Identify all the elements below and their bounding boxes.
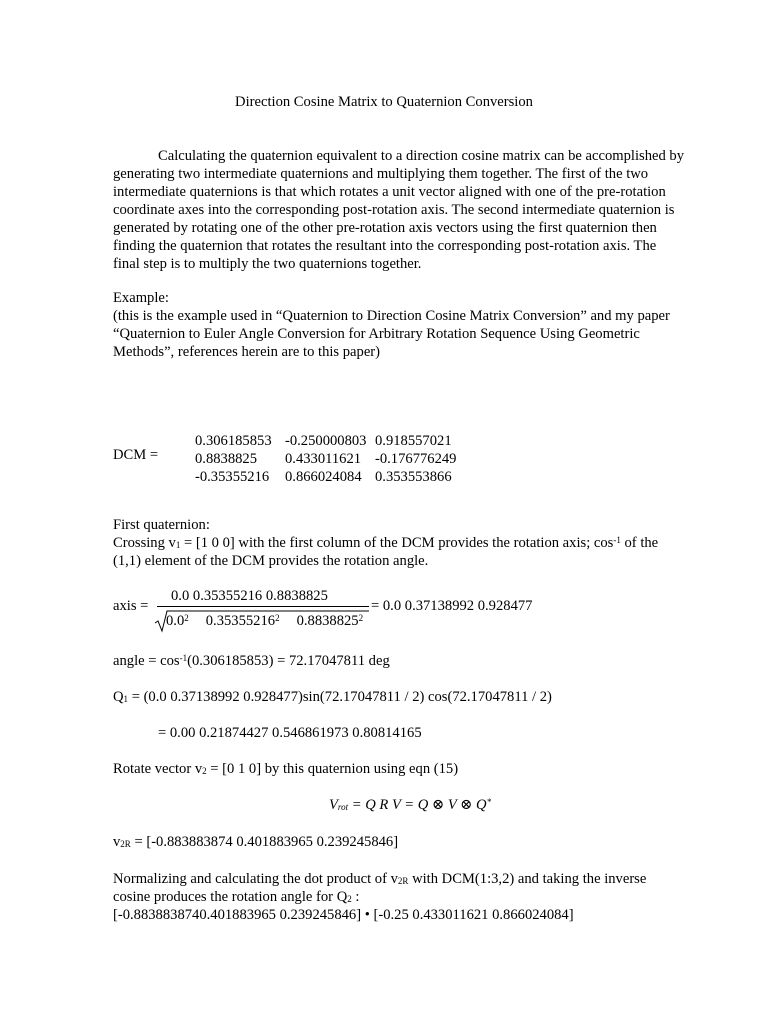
dcm-label: DCM = [113, 447, 159, 463]
example-line: (this is the example used in “Quaternion to Direction Cosine Matrix Conversion” and my paper [113, 308, 670, 324]
intro-line: generated by rotating one of the other pre-rotation axis vectors using the first quaternion then [113, 220, 657, 236]
normalize-line2: cosine produces the rotation angle for $Q_2$ : [113, 889, 360, 905]
rotate-line: Rotate vector $v_2 = [0$ 1 0] by this quaternion using eqn (15) [113, 761, 459, 777]
angle-equation: angle = $\cos^{-1}(0.306185853) = 72.17047811$ deg [113, 653, 390, 669]
q1-equation: $Q_1 = (0.0$ 0.37138992 0.928477)sin(72.17047811 / 2) cos(72.17047811 / 2) [113, 689, 552, 705]
q1-result: = 0.00 0.21874427 0.546861973 0.80814165 [158, 725, 422, 741]
v2r-line: $v_{2R} = [-0.883883874$ 0.401883965 0.239245846] [113, 834, 399, 850]
normalize-line1: Normalizing and calculating the dot product of $v_{2R}$ with DCM(1:3,2) and taking the inverse [113, 871, 647, 887]
first-quaternion-line1: Crossing $v_1 = [1$ 0 0] with the first column of the DCM provides the rotation axis; $\cos^{-1}$ of the [113, 535, 659, 551]
intro-line: generating two intermediate quaternions and multiplying them together. The first of the two [113, 166, 649, 182]
axis-result: = 0.0 0.37138992 0.928477 [371, 598, 533, 614]
example-line: Example: [113, 290, 169, 306]
axis-denominator: $0.0^2$ 0.35355216$^2$ 0.8838825$^2$ [166, 613, 364, 629]
dcm-cell: 0.918557021 [375, 433, 452, 449]
example-line: “Quaternion to Euler Angle Conversion for Arbitrary Rotation Sequence Using Geometric [113, 326, 640, 342]
intro-line: intermediate quaternions is that which rotates a unit vector aligned with one of the pre-rotation [113, 184, 666, 200]
dcm-cell: -0.250000803 [285, 433, 367, 449]
dot-product-line: [-0.8838838740.401883965 0.239245846] • [-0.25 0.433011621 0.866024084] [113, 907, 574, 923]
dcm-cell: 0.866024084 [285, 469, 362, 485]
example-line: Methods”, references herein are to this paper) [113, 344, 381, 360]
first-quaternion-line2: (1,1) element of the DCM provides the rotation angle. [113, 553, 429, 569]
intro-line: finding the quaternion that rotates the resultant into the corresponding post-rotation axis. The [113, 238, 657, 254]
dcm-cell: 0.433011621 [285, 451, 362, 467]
dcm-cell: -0.35355216 [195, 469, 270, 485]
dcm-cell: 0.8838825 [195, 451, 258, 467]
dcm-cell: 0.353553866 [375, 469, 452, 485]
axis-label: axis = [113, 598, 149, 614]
dcm-cell: -0.176776249 [375, 451, 457, 467]
first-quaternion-heading: First quaternion: [113, 517, 210, 533]
intro-line: coordinate axes into the corresponding post-rotation axis. The second intermediate quaternion is [113, 202, 675, 218]
intro-line: Calculating the quaternion equivalent to a direction cosine matrix can be accomplished by [158, 148, 685, 164]
example-paragraph [113, 289, 713, 361]
intro-paragraph [113, 147, 713, 273]
intro-line: final step is to multiply the two quaternions together. [113, 256, 422, 272]
dcm-cell: 0.306185853 [195, 433, 272, 449]
page-title: Direction Cosine Matrix to Quaternion Conversion [235, 94, 533, 110]
rotation-equation: $V_{rot} = Q$ R V = Q ⊗ V ⊗ Q* [329, 797, 492, 813]
axis-numerator: 0.0 0.35355216 0.8838825 [171, 588, 328, 604]
fraction-bar [157, 606, 369, 607]
